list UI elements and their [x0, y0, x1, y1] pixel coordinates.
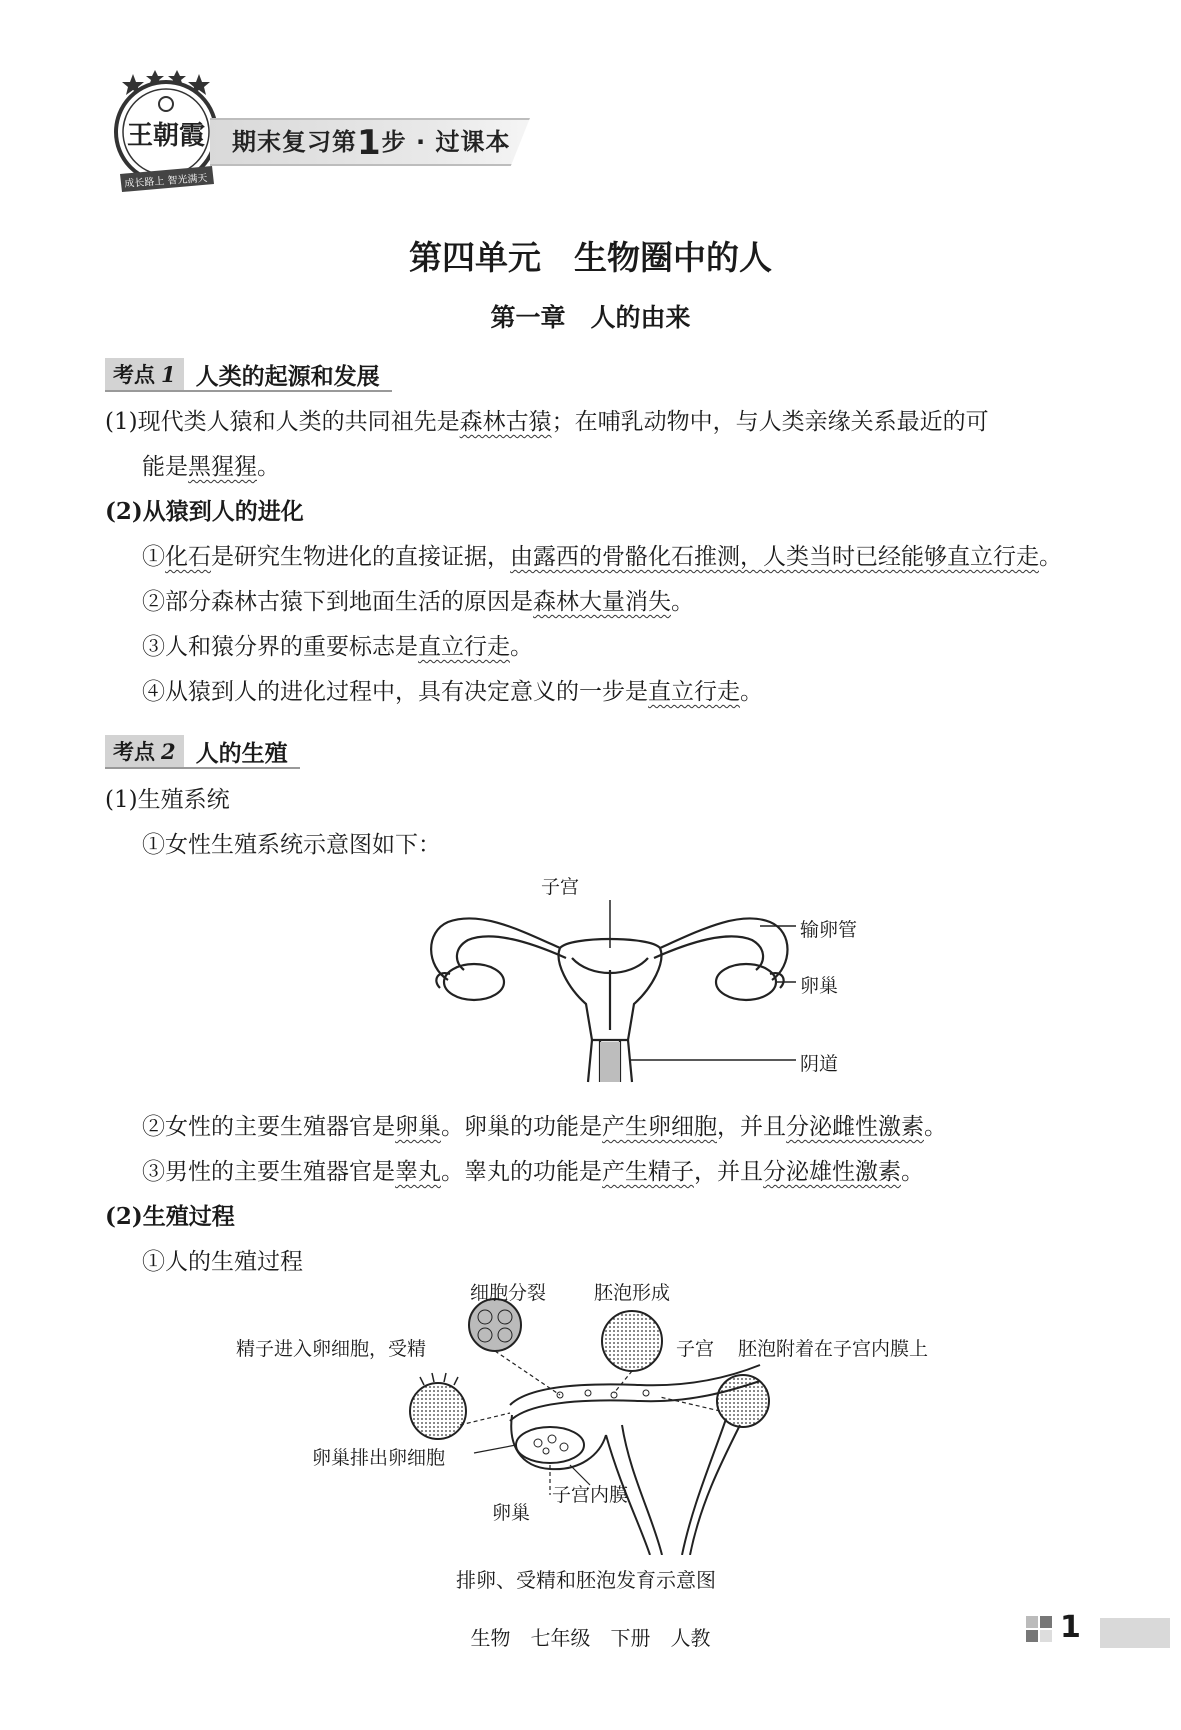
- brand-slogan: 成长路上 智光满天: [124, 173, 208, 190]
- kaodian-tag: 考点 1: [105, 358, 184, 392]
- k2-female-organ: ②女性的主要生殖器官是卵巢。卵巢的功能是产生卵细胞，并且分泌雌性激素。: [142, 1114, 947, 1140]
- label-ovulation: 卵巢排出卵细胞: [312, 1447, 446, 1469]
- kaodian-title: 人类的起源和发展: [184, 358, 392, 392]
- key-answer: 黑猩猩: [188, 454, 257, 480]
- key-answer: 产生精子: [602, 1159, 694, 1185]
- label-fertilization: 精子进入卵细胞，受精: [236, 1338, 427, 1360]
- label-cell-division: 细胞分裂: [470, 1282, 547, 1304]
- k1-sub-2: ②部分森林古猿下到地面生活的原因是森林大量消失。: [142, 589, 694, 615]
- k2-point-2: (2)生殖过程: [105, 1203, 235, 1230]
- k1-point-1-cont: 能是黑猩猩。: [142, 454, 280, 480]
- banner-number: 1: [357, 123, 382, 163]
- label-uterus: 子宫: [541, 876, 580, 898]
- label-blastocyst-forming: 胚泡形成: [594, 1282, 671, 1304]
- label-ovary: 卵巢: [800, 975, 839, 997]
- k1-sub-3: ③人和猿分界的重要标志是直立行走。: [142, 634, 533, 660]
- key-answer: 化石: [165, 544, 211, 570]
- kaodian-title: 人的生殖: [184, 735, 300, 769]
- k1-sub-4: ④从猿到人的进化过程中，具有决定意义的一步是直立行走。: [142, 679, 763, 705]
- label-oviduct: 输卵管: [800, 919, 858, 941]
- fig2-caption: 排卵、受精和胚泡发育示意图: [456, 1568, 716, 1592]
- page-bar: [1100, 1618, 1170, 1648]
- key-answer: 产生卵细胞: [602, 1114, 717, 1140]
- kaodian-2-heading: [105, 735, 300, 769]
- kaodian-1-heading: [105, 358, 392, 392]
- female-reproductive-diagram: [420, 870, 800, 1085]
- key-answer: 卵巢: [395, 1114, 441, 1140]
- fertilization-diagram: [400, 1285, 800, 1555]
- label-implantation: 胚泡附着在子宫内膜上: [738, 1338, 929, 1360]
- key-answer: 森林古猿: [459, 409, 552, 435]
- key-answer: 直立行走: [418, 634, 510, 660]
- k1-point-1: (1)现代类人猿和人类的共同祖先是森林古猿；在哺乳动物中，与人类亲缘关系最近的可: [105, 409, 989, 435]
- k1-sub-1: ①化石是研究生物进化的直接证据，由露西的骨骼化石推测，人类当时已经能够直立行走。: [142, 544, 1062, 570]
- kaodian-tag: 考点 2: [105, 735, 184, 769]
- key-answer: 森林大量消失: [533, 589, 671, 615]
- footer-subject: 生物 七年级 下册 人教: [470, 1626, 711, 1650]
- brand-name: 王朝霞: [126, 121, 206, 151]
- k2-fig2-intro: ①人的生殖过程: [142, 1249, 303, 1275]
- k2-fig1-intro: ①女性生殖系统示意图如下：: [142, 832, 441, 858]
- page-number: 1: [1060, 1610, 1081, 1645]
- key-answer: 由露西的骨骼化石推测，人类当时已经能够直立行走: [510, 544, 1039, 570]
- key-answer: 分泌雄性激素: [763, 1159, 901, 1185]
- key-answer: 分泌雌性激素: [786, 1114, 924, 1140]
- label-uterus-2: 子宫: [676, 1338, 715, 1360]
- unit-title: 第四单元 生物圈中的人: [409, 238, 772, 277]
- k2-male-organ: ③男性的主要生殖器官是睾丸。睾丸的功能是产生精子，并且分泌雄性激素。: [142, 1159, 924, 1185]
- banner-prefix: 期末复习第: [232, 128, 357, 156]
- key-answer: 直立行走: [648, 679, 740, 705]
- label-ovary-2: 卵巢: [492, 1502, 531, 1524]
- chapter-title: 第一章 人的由来: [490, 303, 691, 332]
- label-endometrium: 子宫内膜: [552, 1484, 629, 1506]
- header-banner-text: [232, 122, 511, 163]
- label-vagina: 阴道: [800, 1053, 839, 1075]
- k1-point-2: (2)从猿到人的进化: [105, 498, 304, 525]
- banner-suffix: 步 · 过课本: [381, 128, 511, 156]
- key-answer: 睾丸: [395, 1159, 441, 1185]
- k2-point-1: (1)生殖系统: [105, 787, 230, 813]
- page-decoration-icon: [1026, 1616, 1054, 1648]
